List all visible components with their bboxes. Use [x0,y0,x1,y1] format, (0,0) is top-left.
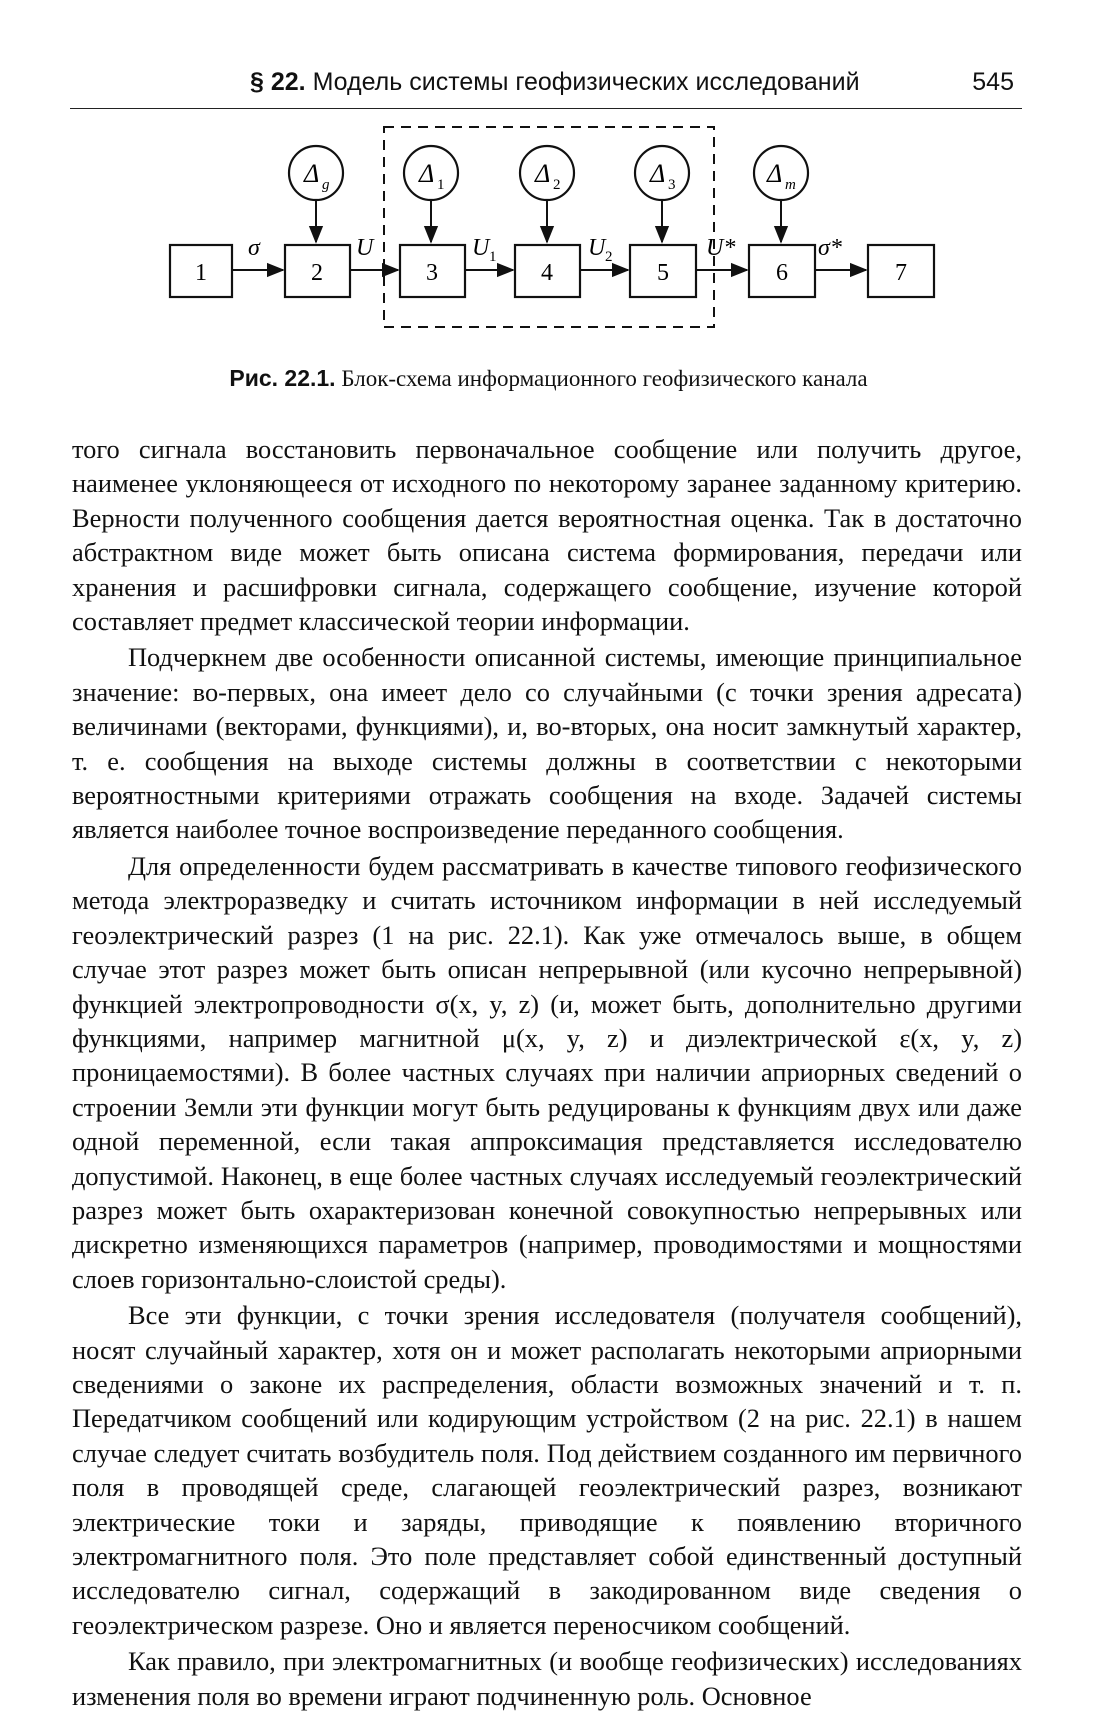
signal-label-u1: U [472,235,490,261]
block-3 [400,245,465,297]
section-heading [250,68,860,97]
source-subscript: 2 [553,177,561,193]
body-text [72,432,1022,1713]
source-symbol: Δ [650,159,666,188]
block-4 [515,245,580,297]
signal-label-sigma-star: σ* [818,235,842,261]
running-header [70,60,1022,109]
paragraph: Для определенности будем рассматривать в качестве типового геофизического метода электроразведку и считать источником информации в ней исследуемый геоэлектрический разрез (1 на рис. 22.1). Как уже отмечалось выше, в общем случае этот разрез может быть описан непрерывной (или кусочно непрерывной) функцией электропроводности σ(x, y, z) (и, может быть, дополнительно другими функциями, например магнитной μ(x, y, z) и диэлектрической ε(x, y, z) проницаемостями). В более частных случаях при наличии априорных сведений о строении Земли эти функции могут быть редуцированы к функциям двух или даже одной переменной, если такая аппроксимация представляется исследователю допустимой. Наконец, в еще более частных случаях исследуемый геоэлектрический разрез может быть охарактеризован конечной совокупностью непрерывных или дискретно изменяющихся параметров (например, проводимостями и мощностями слоев горизонтально-слоистой среды). [72,850,1022,1294]
signal-label-sigma: σ [248,235,260,261]
block-number: 1 [195,260,207,286]
source-subscript: m [785,177,796,193]
section-mark: § 22. [250,68,306,96]
caption-text: Блок-схема информационного геофизического канала [341,366,868,391]
block-number: 6 [776,260,788,286]
figure-caption [0,365,1097,392]
signal-label-u1-subscript: 1 [489,249,497,265]
block-5 [630,245,696,297]
paragraph: Все эти функции, с точки зрения исследователя (получателя сообщений), носят случайный характер, хотя он и может располагать некоторыми априорными сведениями о законе их распределения, области возможных значений и т. п. Передатчиком сообщений или кодирующим устройством (2 на рис. 22.1) в нашем случае следует считать возбудитель поля. Под действием созданного им первичного поля в проводящей среде, слагающей геоэлектрический разрез, возникают электрические токи и заряды, приводящие к появлению вторичного электромагнитного поля. Это поле представляет собой единственный доступный исследователю сигнал, содержащий в закодированном виде сведения о геоэлектрическом разрезе. Оно и является переносчиком сообщений. [72,1300,1022,1640]
source-node-3 [635,146,689,242]
block-number: 4 [541,260,553,286]
block-7 [868,245,934,297]
page-number: 545 [972,68,1014,96]
paragraph: Подчеркнем две особенности описанной системы, имеющие принципиальное значение: во-первых, она имеет дело со случайными (с точки зрения адресата) величинами (векторами, функциями), и, во-вторых, она носит замкнутый характер, т. е. сообщения на выходе системы должны в соответствии с некоторыми вероятностными критериями отражать сообщения на входе. Задачей системы является наиболее точное воспроизведение переданного сообщения. [72,642,1022,845]
block-diagram-figure [0,115,1097,375]
signal-label-u-star: U* [706,235,736,261]
paragraph: того сигнала восстановить первоначальное сообщение или получить другое, наименее уклоняющееся от исходного по некоторому заранее заданному критерию. Верности полученного сообщения дается вероятностная оценка. Так в достаточно абстрактном виде может быть описана система формирования, передачи или хранения и расшифровки сигнала, содержащего сообщение, изучение которой составляет предмет классической теории информации. [72,434,1022,637]
source-symbol: Δ [767,159,783,188]
source-subscript: 1 [437,177,445,193]
block-2 [285,245,350,297]
paragraph: Как правило, при электромагнитных (и вообще геофизических) исследованиях изменения поля во времени играют подчиненную роль. Основное [72,1646,1022,1711]
source-symbol: Δ [419,159,435,188]
source-node-1 [404,146,458,242]
caption-label: Рис. 22.1. [229,365,336,391]
source-node-2 [520,146,574,242]
signal-label-u2-subscript: 2 [605,249,613,265]
source-symbol: Δ [535,159,551,188]
source-node-m [754,146,808,242]
block-number: 3 [426,260,438,286]
block-diagram [0,115,1097,375]
section-title: Модель системы геофизических исследований [312,68,860,96]
signal-label-u2: U [588,235,606,261]
block-number: 5 [657,260,669,286]
source-subscript: g [322,177,330,193]
block-number: 2 [311,260,323,286]
block-number: 7 [895,260,907,286]
signal-label-u: U [356,235,374,261]
block-6 [749,245,815,297]
block-1 [170,245,232,297]
source-subscript: 3 [668,177,676,193]
source-symbol: Δ [304,159,320,188]
source-node-g [289,146,343,242]
